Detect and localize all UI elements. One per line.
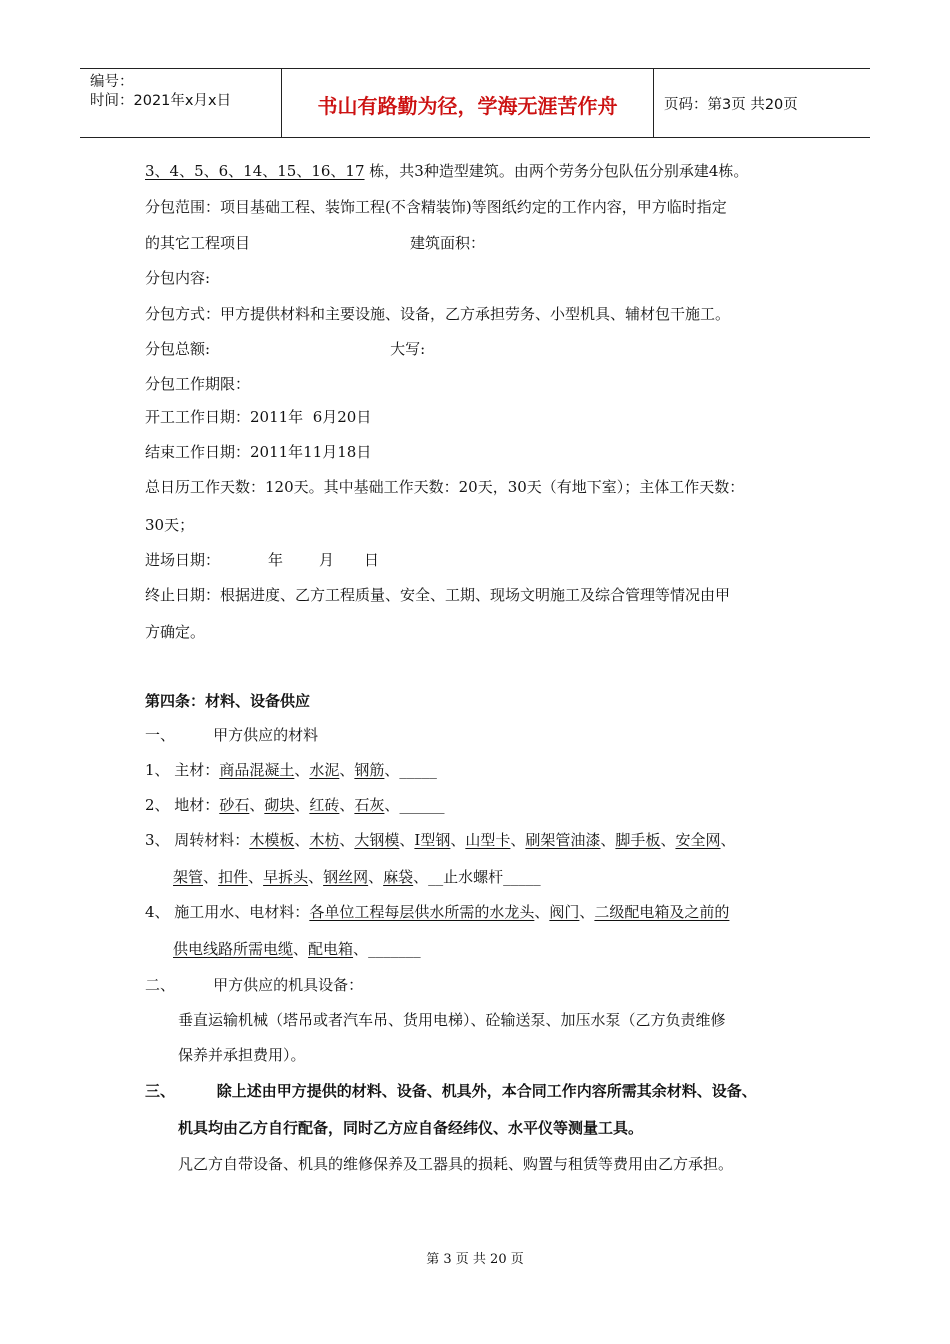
blank: _______ xyxy=(368,940,421,958)
entry-date-line xyxy=(145,550,379,570)
page-footer: 第 3 页 共 20 页 xyxy=(426,1252,524,1267)
blank: ______ xyxy=(399,796,445,814)
day-label: 日 xyxy=(364,551,380,569)
material-1-label: 1、 主材： xyxy=(145,761,220,779)
material-4-label: 4、 施工用水、电材料： xyxy=(145,903,310,921)
time-label: 时间：2021年x月x日 xyxy=(90,93,232,109)
end-date-line: 结束工作日期：2011年11月18日 xyxy=(145,443,372,461)
building-numbers: 3、4、5、6、14、15、16、17 xyxy=(145,162,365,180)
subsection-3-cont: 机具均由乙方自行配备，同时乙方应自备经纬仪、水平仪等测量工具。 xyxy=(178,1119,644,1137)
material-item: 石灰 xyxy=(354,796,385,814)
material-item: 架管 xyxy=(173,868,204,886)
material-item: 早拆头 xyxy=(263,868,309,886)
subsection-3: 三、 除上述由甲方提供的材料、设备、机具外，本合同工作内容所需其余材料、设备、 xyxy=(145,1082,757,1100)
subsection-1: 一、 甲方供应的材料 xyxy=(145,726,319,744)
building-line xyxy=(145,161,748,181)
total-line xyxy=(145,339,425,359)
material-item: 配电箱 xyxy=(308,940,354,958)
material-item: 木枋 xyxy=(309,831,340,849)
subsection-3-note: 凡乙方自带设备、机具的维修保养及工器具的损耗、购置与租赁等费用由乙方承担。 xyxy=(178,1155,734,1173)
section-4-title: 第四条：材料、设备供应 xyxy=(145,692,311,710)
blank: _____ xyxy=(399,761,437,779)
content-line: 分包内容: xyxy=(145,269,211,287)
material-item: 供电线路所需电缆 xyxy=(173,940,294,958)
area-label: 建筑面积： xyxy=(410,234,486,252)
material-item: 山型卡 xyxy=(465,831,511,849)
subsection-2: 二、 甲方供应的机具设备： xyxy=(145,976,364,994)
month-label: 月 xyxy=(319,551,335,569)
scope-line: 分包范围：项目基础工程、装饰工程(不含精装饰)等图纸约定的工作内容，甲方临时指定 xyxy=(145,198,727,216)
header-left-cell xyxy=(80,69,282,137)
material-item: 钢丝网 xyxy=(323,868,369,886)
material-item: 麻袋 xyxy=(383,868,414,886)
equipment-line: 垂直运输机械（塔吊或者汽车吊、货用电梯）、砼输送泵、加压水泵（乙方负责维修 xyxy=(178,1011,726,1029)
header-page-info: 页码：第3页 共20页 xyxy=(664,96,798,113)
scope-cont: 的其它工程项目 xyxy=(145,234,251,252)
material-3-label: 3、 周转材料： xyxy=(145,831,250,849)
building-text: 栋，共3种造型建筑。由两个劳务分包队伍分别承建4栋。 xyxy=(364,162,749,180)
entry-label: 进场日期： xyxy=(145,551,221,569)
material-item: 扣件 xyxy=(218,868,249,886)
material-4-cont: 供电线路所需电缆、配电箱、_______ xyxy=(173,940,421,958)
serial-label: 编号： xyxy=(90,74,134,90)
material-3: 3、 周转材料：木模板、木枋、大钢模、Ⅰ型钢、山型卡、刷架管油漆、脚手板、安全网、 xyxy=(145,831,736,849)
year-label: 年 xyxy=(268,551,284,569)
capital-label: 大写: xyxy=(390,340,426,358)
page-header xyxy=(80,68,870,138)
days-line: 总日历工作天数：120天。其中基础工作天数：20天，30天（有地下室）；主体工作天数： xyxy=(145,478,745,496)
material-item: 钢筋 xyxy=(354,761,385,779)
start-date-line: 开工工作日期：2011年 6月20日 xyxy=(145,408,372,426)
material-4: 4、 施工用水、电材料：各单位工程每层供水所需的水龙头、阀门、二级配电箱及之前的 xyxy=(145,903,730,921)
material-item: 砂石 xyxy=(219,796,250,814)
material-item: Ⅰ型钢 xyxy=(414,831,451,849)
material-2-label: 2、 地材： xyxy=(145,796,220,814)
material-1: 1、 主材：商品混凝土、水泥、钢筋、_____ xyxy=(145,761,437,779)
material-item: 商品混凝土 xyxy=(219,761,295,779)
material-item: 大钢模 xyxy=(354,831,400,849)
equipment-line-2: 保养并承担费用）。 xyxy=(178,1046,306,1064)
material-item: 各单位工程每层供水所需的水龙头 xyxy=(309,903,535,921)
scope-line-2 xyxy=(145,233,485,253)
days-line-2: 30天； xyxy=(145,516,195,534)
material-2: 2、 地材：砂石、砌块、红砖、石灰、______ xyxy=(145,796,445,814)
period-line: 分包工作期限： xyxy=(145,375,251,393)
material-item: 刷架管油漆 xyxy=(525,831,601,849)
material-item: 砌块 xyxy=(264,796,295,814)
material-item-tail: __止水螺杆_____ xyxy=(428,868,541,886)
material-3-cont: 架管、扣件、早拆头、钢丝网、麻袋、__止水螺杆_____ xyxy=(173,868,541,886)
header-motto: 书山有路勤为径，学海无涯苦作舟 xyxy=(282,69,654,137)
material-item: 水泥 xyxy=(309,761,340,779)
total-label: 分包总额: xyxy=(145,340,211,358)
material-item: 阀门 xyxy=(549,903,580,921)
termination-line: 终止日期：根据进度、乙方工程质量、安全、工期、现场文明施工及综合管理等情况由甲 xyxy=(145,586,731,604)
material-item: 红砖 xyxy=(309,796,340,814)
method-line: 分包方式：甲方提供材料和主要设施、设备，乙方承担劳务、小型机具、辅材包干施工。 xyxy=(145,305,731,323)
material-item: 二级配电箱及之前的 xyxy=(594,903,730,921)
material-item: 木模板 xyxy=(249,831,295,849)
termination-line-2: 方确定。 xyxy=(145,623,206,641)
material-item: 脚手板 xyxy=(615,831,661,849)
material-item: 安全网 xyxy=(675,831,721,849)
